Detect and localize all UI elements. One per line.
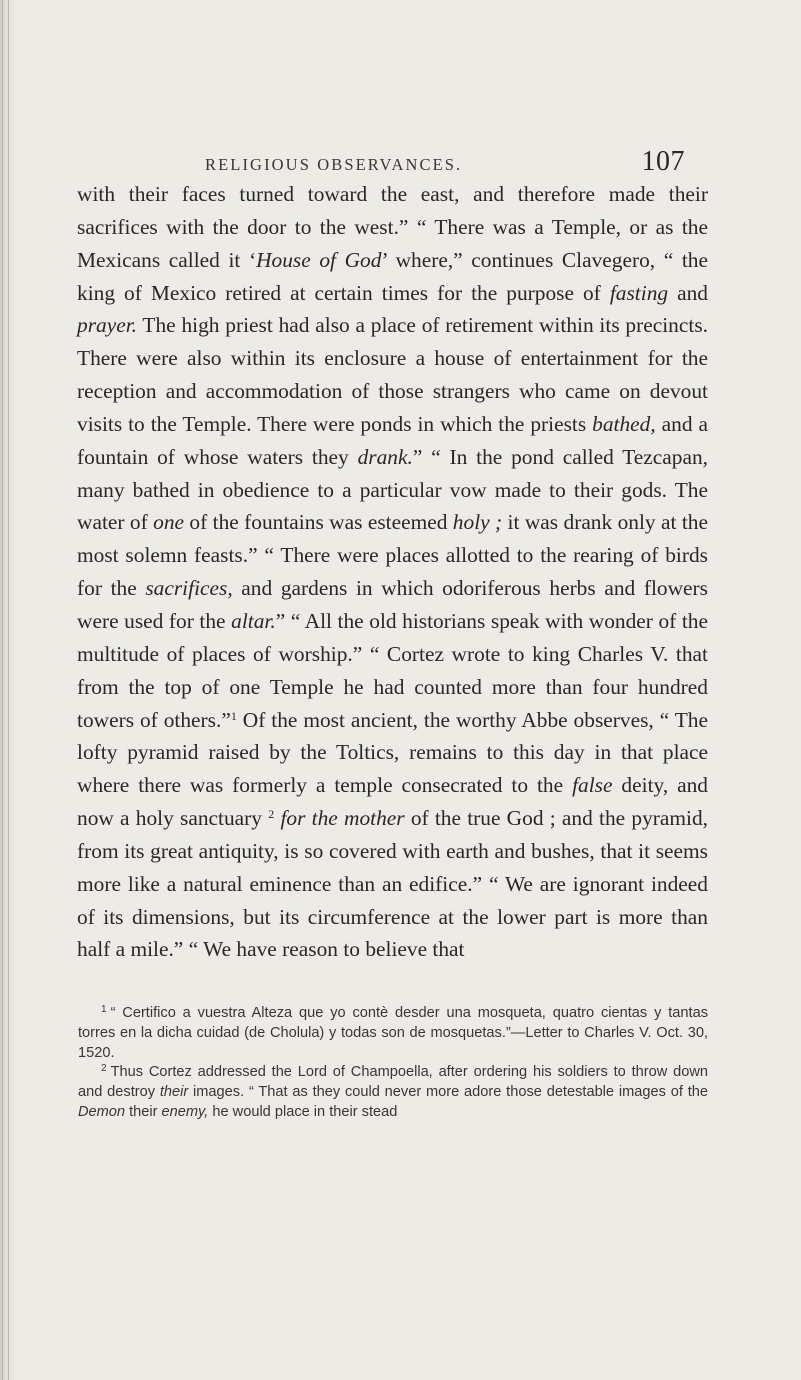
italic-run: bathed,	[592, 411, 656, 436]
italic-run: their	[159, 1084, 189, 1101]
text-run: and a fountain of whose waters they	[77, 411, 708, 469]
italic-run: for the mother	[280, 806, 405, 831]
footnote-text: “ Certifico a vuestra Alteza que yo contè desder una mosqueta, quatro cientas y tantas torres en la dicha cuidad (de Cholula) y todas son de mosquetas.”—Letter to Charles V. Oct. 30, 1520.	[78, 1005, 708, 1061]
text-run: ” “ All the old historians speak with wonder of the multitude of places of worship.” “ Cortez wrote to king Charles V. that from the top of one Temple he had counted more than four hundred towers of others.”	[77, 608, 709, 732]
italic-run: House of God	[256, 247, 382, 272]
footnote-text: their	[125, 1103, 162, 1120]
footnote-mark: 2	[101, 1063, 107, 1075]
footnote-text: he would place in their stead	[208, 1103, 398, 1120]
italic-run: fasting	[609, 280, 669, 305]
text-run: The high priest had also a place of retirement within its precincts. There were also within its enclosure a house of entertainment for the reception and accommodation of those strangers who came on devout visits to the Temple. There were ponds in which the priests	[77, 313, 708, 436]
text-run: and	[668, 280, 709, 305]
text-run: it was drank only at the most solemn feasts.” “ There were places allotted to the rearing of birds for the	[77, 510, 708, 601]
text-run: of the fountains was esteemed	[184, 510, 453, 535]
body-text	[77, 178, 708, 966]
footnote-2	[78, 1063, 708, 1122]
footnote-mark: 1	[101, 1004, 107, 1015]
text-run: and gardens in which odoriferous herbs and flowers were used for the	[77, 576, 708, 633]
running-head: RELIGIOUS OBSERVANCES.	[205, 155, 463, 174]
italic-run: false	[572, 773, 613, 798]
text-run: Of the most ancient, the worthy Abbe observes, “ The lofty pyramid raised by the Toltics, remains to this day in that place where there was formerly a temple consecrated to the	[77, 707, 708, 798]
text-run: ” “ In the pond called Tezcapan, many bathed in obedience to a particular vow made to their gods. The water of	[77, 444, 709, 535]
page-header	[205, 146, 685, 178]
italic-run: prayer.	[77, 313, 138, 338]
footnote-text: images. “ That as they could never more adore those detestable images of the	[188, 1084, 708, 1101]
italic-run: sacrifices,	[145, 576, 233, 601]
italic-run: enemy,	[161, 1103, 209, 1120]
page-edge-line	[2, 0, 3, 1380]
page-edge-line	[8, 0, 9, 1380]
footnote-1	[78, 1004, 708, 1063]
text-run: with their faces turned toward the east, and therefore made their sacrifices with the door to the west.” “ There was a Temple, or as the Mexicans called it ‘	[77, 182, 708, 272]
footnote-text: Thus Cortez addressed the Lord of Champoella, after ordering his soldiers to throw down and destroy	[78, 1064, 708, 1101]
text-run: deity, and now a holy sanctuary	[77, 773, 708, 831]
footnotes	[78, 1004, 708, 1123]
page-number: 107	[641, 146, 685, 177]
text-run: ’ where,” continues Clavegero, “ the king of Mexico retired at certain times for the purpose of	[77, 247, 708, 305]
footnote-ref-2[interactable]: 2	[268, 807, 275, 822]
footnote-ref-1[interactable]: 1	[230, 708, 237, 723]
italic-run: altar.	[231, 608, 276, 633]
italic-run: holy ;	[452, 510, 503, 535]
italic-run: Demon	[78, 1103, 126, 1120]
italic-run: one	[153, 510, 185, 535]
body-paragraph	[77, 178, 708, 966]
italic-run: drank.	[357, 444, 413, 469]
text-run: of the true God ; and the pyramid, from its great antiquity, is so covered with earth and bushes, that it seems more like a natural eminence than an edifice.” “ We are ignorant indeed of its dimensions, but its circumference at the lower part is more than half a mile.” “ We have reason to believe that	[77, 806, 709, 962]
